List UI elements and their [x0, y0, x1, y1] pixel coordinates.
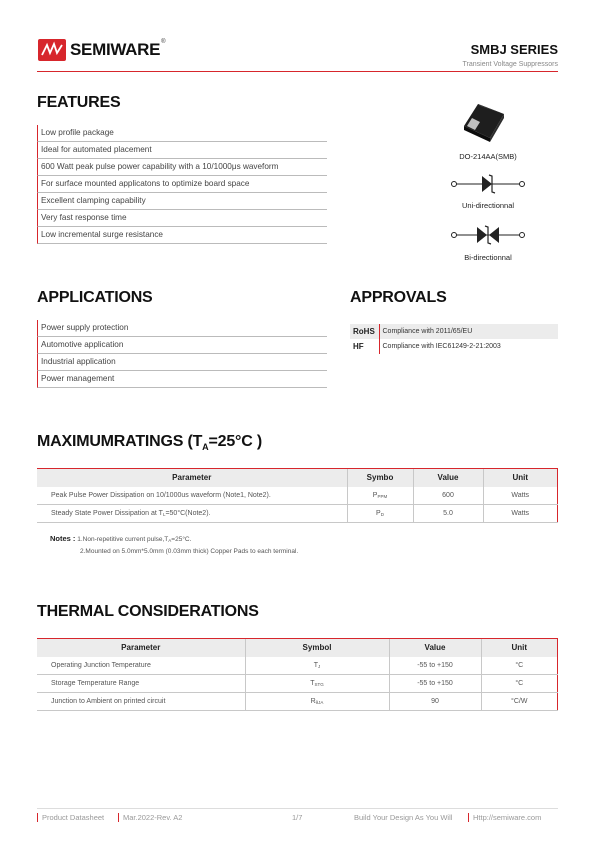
bi-directional-label: Bi-directionnal [464, 253, 512, 262]
list-item: Very fast response time [37, 210, 327, 227]
registered-mark: ® [161, 39, 166, 45]
table-row [37, 505, 558, 523]
column-header: Value [389, 639, 481, 657]
table-row [37, 693, 558, 711]
footer-revision: Mar.2022-Rev. A2 [118, 813, 182, 822]
value-cell: -55 to +150 [389, 657, 481, 675]
value-cell: 600 [413, 487, 483, 505]
max-ratings-heading: MAXIMUMRATINGS ($T_A=25^\circ C$ ) [37, 433, 262, 452]
symbol-cell: $R_{\theta JA}$ [245, 693, 389, 711]
unit-cell: °C [481, 675, 558, 693]
table-row [37, 657, 558, 675]
unit-cell: Watts [483, 505, 558, 523]
notes-label: Notes : [50, 534, 76, 543]
param-cell: Peak Pulse Power Dissipation on 10/1000us waveform (Note1, Note2). [37, 487, 347, 505]
uni-directional-diode-icon [448, 172, 528, 203]
symbol-cell: $T_J$ [245, 657, 389, 675]
approval-key: RoHS [350, 324, 379, 339]
table-row [350, 339, 558, 354]
param-cell: Junction to Ambient on printed circuit [37, 693, 245, 711]
list-item: Industrial application [37, 354, 327, 371]
brand-name: SEMIWARE [70, 40, 161, 59]
value-cell: 5.0 [413, 505, 483, 523]
list-item: For surface mounted applicatons to optimize board space [37, 176, 327, 193]
footer-page-number: 1/7 [292, 813, 303, 822]
param-cell: Steady State Power Dissipation at $T_L=50^\circ C(Note2)$. [37, 505, 347, 523]
table-row [350, 324, 558, 339]
applications-heading: APPLICATIONS [37, 289, 153, 306]
package-image [458, 96, 508, 147]
symbol-cell: $P_{PPM}$ [347, 487, 413, 505]
approval-value: Compliance with 2011/65/EU [379, 324, 558, 339]
column-header: Value [413, 469, 483, 487]
notes [50, 533, 298, 557]
column-header: Parameter [37, 639, 245, 657]
thermal-heading: THERMAL CONSIDERATIONS [37, 603, 259, 620]
thermal-table [37, 638, 558, 711]
footer-divider [37, 808, 558, 809]
table-row [37, 675, 558, 693]
value-cell: 90 [389, 693, 481, 711]
value-cell: -55 to +150 [389, 675, 481, 693]
approvals-heading: APPROVALS [350, 289, 447, 306]
approval-value: Compliance with IEC61249-2-21:2003 [382, 343, 501, 350]
unit-cell: Watts [483, 487, 558, 505]
list-item: Automotive application [37, 337, 327, 354]
applications-list [37, 320, 327, 388]
brand-logo [38, 38, 188, 62]
table-header-row [37, 639, 558, 657]
note-1: 1.Non-repetitive current $pulse,T_A=25^\circ C$. [77, 536, 192, 543]
column-header: Unit [481, 639, 558, 657]
list-item: Low incremental surge resistance [37, 227, 327, 244]
list-item: Ideal for automated placement [37, 142, 327, 159]
approval-key: HF [350, 339, 379, 354]
footer-slogan: Build Your Design As You Will [354, 813, 453, 822]
table-row [37, 487, 558, 505]
features-list [37, 125, 327, 244]
logo-mark-icon [38, 39, 66, 61]
param-cell: Storage Temperature Range [37, 675, 245, 693]
list-item: Power management [37, 371, 327, 388]
uni-directional-label: Uni-directionnal [461, 201, 515, 210]
param-cell: Operating Junction Temperature [37, 657, 245, 675]
column-header: Parameter [37, 469, 347, 487]
footer-doc: Product Datasheet [37, 813, 104, 822]
list-item: Low profile package [37, 125, 327, 142]
symbol-cell: $P_D$ [347, 505, 413, 523]
column-header: Symbo [347, 469, 413, 487]
list-item: 600 Watt peak pulse power capability with a 10/1000μs waveform [37, 159, 327, 176]
unit-cell: °C [481, 657, 558, 675]
series-title: SMBJ SERIES [470, 42, 558, 57]
symbol-cell: $T_{STG}$ [245, 675, 389, 693]
features-heading: FEATURES [37, 94, 121, 111]
column-header: Symbol [245, 639, 389, 657]
header-divider [37, 71, 558, 72]
column-header: Unit [483, 469, 558, 487]
approvals-table [350, 324, 558, 354]
package-name: DO-214AA(SMB) [459, 152, 517, 161]
note-2: 2.Mounted on 5.0mm*5.0mm (0.03mm thick) Copper Pads to each terminal. [80, 548, 299, 555]
table-header-row [37, 469, 558, 487]
bi-directional-diode-icon [448, 223, 528, 254]
list-item: Power supply protection [37, 320, 327, 337]
series-subtitle: Transient Voltage Suppressors [462, 61, 558, 68]
footer-url[interactable]: Http://semiware.com [468, 813, 541, 822]
max-ratings-table [37, 468, 558, 523]
unit-cell: °C/W [481, 693, 558, 711]
list-item: Excellent clamping capability [37, 193, 327, 210]
